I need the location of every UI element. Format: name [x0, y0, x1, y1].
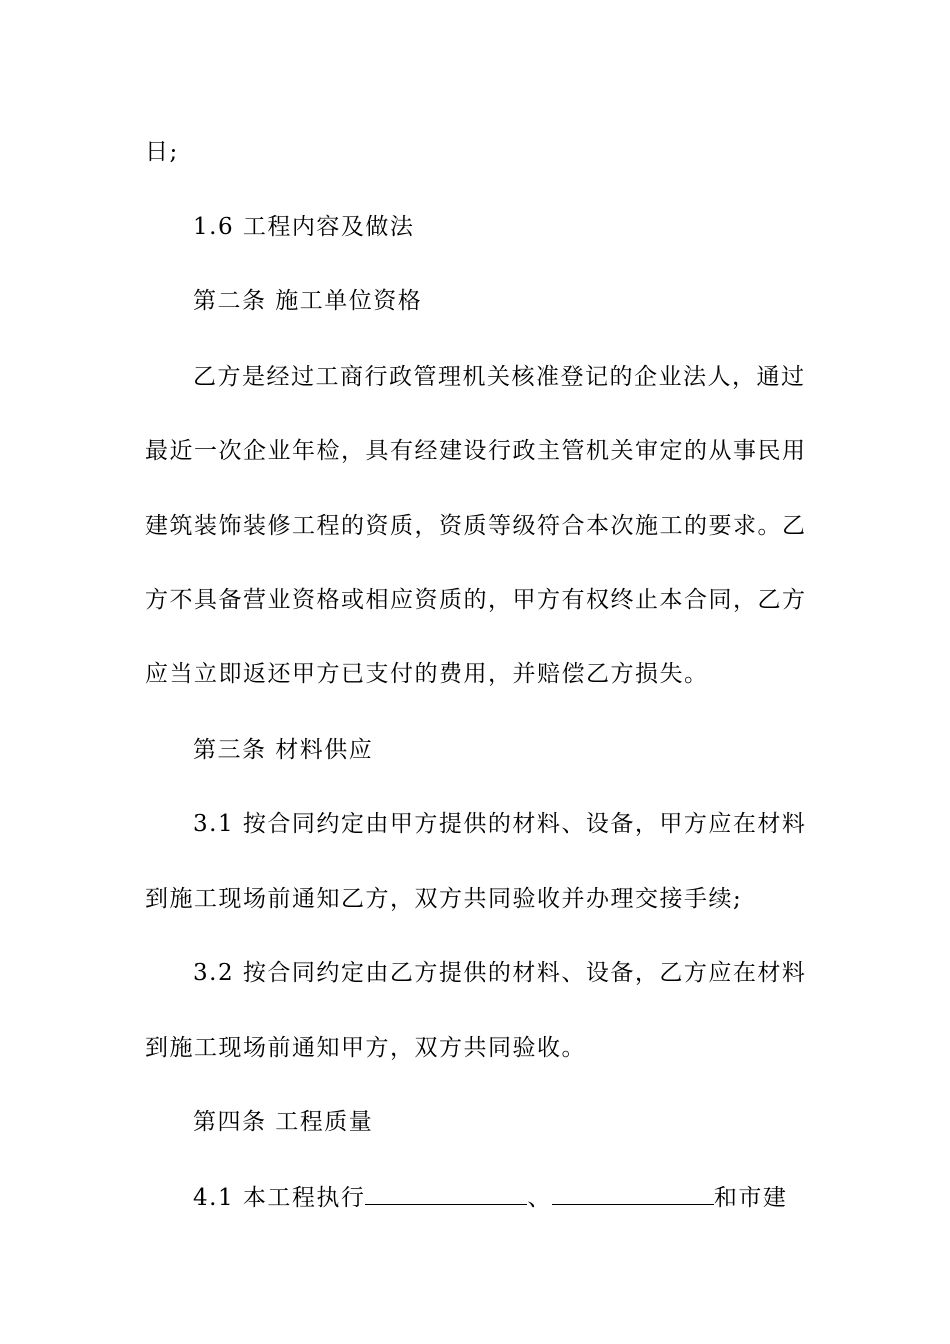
paragraph-line: 方不具备营业资格或相应资质的，甲方有权终止本合同，乙方	[145, 587, 807, 613]
paragraph-line-with-blanks	[193, 1182, 853, 1213]
paragraph-line: 应当立即返还甲方已支付的费用，并赔偿乙方损失。	[145, 661, 709, 687]
paragraph-line: 3.1 按合同约定由甲方提供的材料、设备，甲方应在材料	[193, 811, 807, 837]
paragraph-line: 建筑装饰装修工程的资质，资质等级符合本次施工的要求。乙	[145, 513, 807, 539]
section-heading: 1.6 工程内容及做法	[193, 214, 415, 240]
clause-separator: 、	[527, 1185, 552, 1211]
fill-in-blank	[365, 1182, 527, 1205]
paragraph-line: 日;	[145, 139, 179, 165]
paragraph-line: 到施工现场前通知乙方，双方共同验收并办理交接手续;	[145, 886, 743, 912]
clause-suffix: 和市建	[713, 1185, 788, 1211]
article-heading: 第二条 施工单位资格	[193, 288, 423, 314]
paragraph-line: 乙方是经过工商行政管理机关核准登记的企业法人，通过	[193, 364, 806, 390]
paragraph-line: 到施工现场前通知甲方，双方共同验收。	[145, 1035, 586, 1061]
paragraph-line: 3.2 按合同约定由乙方提供的材料、设备，乙方应在材料	[193, 960, 807, 986]
article-heading: 第三条 材料供应	[193, 737, 374, 763]
clause-prefix: 4.1 本工程执行	[193, 1185, 366, 1211]
fill-in-blank	[552, 1182, 714, 1205]
article-heading: 第四条 工程质量	[193, 1109, 374, 1135]
paragraph-line: 最近一次企业年检，具有经建设行政主管机关审定的从事民用	[145, 438, 807, 464]
